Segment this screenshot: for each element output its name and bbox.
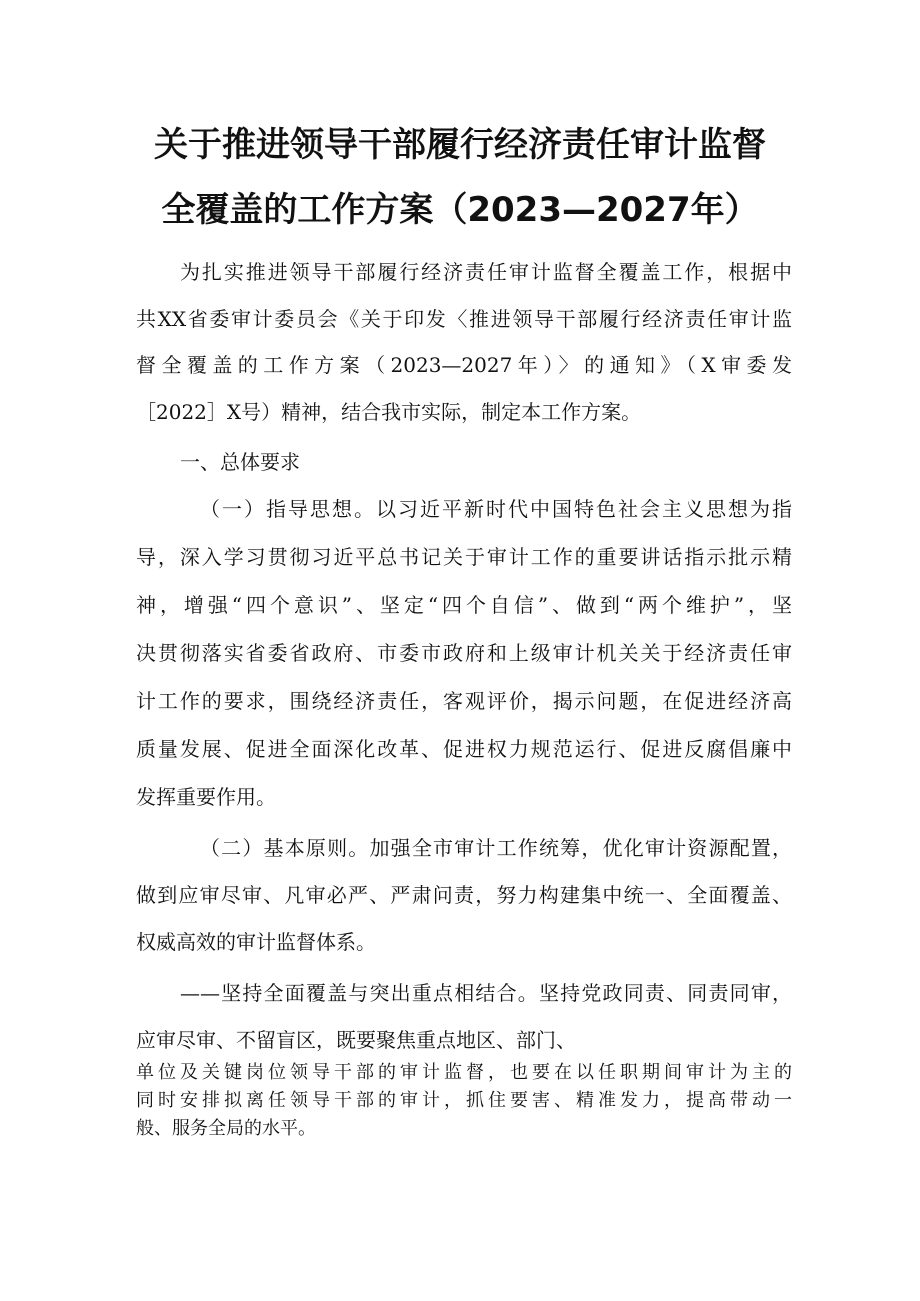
coverage-line-1: ——坚持全面覆盖与突出重点相结合。坚持党政同责、同责同审，	[180, 981, 792, 1005]
section-heading-overall-requirements: 一、总体要求	[180, 450, 300, 474]
principles-line-2: 做到应审尽审、凡审必严、严肃问责，努力构建集中统一、全面覆盖、	[136, 883, 792, 907]
guiding-line-2: 导，深入学习贯彻习近平总书记关于审计工作的重要讲话指示批示精	[136, 545, 792, 569]
coverage-line-2: 应审尽审、不留盲区，既要聚焦重点地区、部门、	[136, 1028, 576, 1052]
principles-line-1: （二）基本原则。加强全市审计工作统筹，优化审计资源配置，	[200, 836, 792, 860]
coverage-line-5: 般、服务全局的水平。	[136, 1118, 316, 1139]
coverage-line-4: 同时安排拟离任领导干部的审计，抓住要害、精准发力，提高带动一	[136, 1090, 792, 1111]
intro-line-4: ［2022］X号）精神，结合我市实际，制定本工作方案。	[136, 400, 642, 424]
intro-line-2: 共XX省委审计委员会《关于印发〈推进领导干部履行经济责任审计监	[136, 307, 792, 331]
guiding-line-3: 神，增强“四个意识”、坚定“四个自信”、做到“两个维护”，坚	[136, 593, 792, 617]
guiding-line-6: 质量发展、促进全面深化改革、促进权力规范运行、促进反腐倡廉中	[136, 737, 792, 761]
document-title-line-1: 关于推进领导干部履行经济责任审计监督	[154, 125, 766, 165]
intro-line-3: 督全覆盖的工作方案（2023—2027年）〉的通知》（X审委发	[136, 353, 792, 377]
document-title-line-2: 全覆盖的工作方案（2023—2027年）	[161, 190, 759, 230]
guiding-line-1: （一）指导思想。以习近平新时代中国特色社会主义思想为指	[200, 497, 792, 521]
coverage-line-3: 单位及关键岗位领导干部的审计监督，也要在以任职期间审计为主的	[136, 1062, 792, 1083]
guiding-line-7: 发挥重要作用。	[136, 785, 276, 809]
principles-line-3: 权威高效的审计监督体系。	[136, 930, 376, 954]
intro-line-1: 为扎实推进领导干部履行经济责任审计监督全覆盖工作，根据中	[180, 260, 792, 284]
guiding-line-4: 决贯彻落实省委省政府、市委市政府和上级审计机关关于经济责任审	[136, 641, 792, 665]
guiding-line-5: 计工作的要求，围绕经济责任，客观评价，揭示问题，在促进经济高	[136, 689, 792, 713]
